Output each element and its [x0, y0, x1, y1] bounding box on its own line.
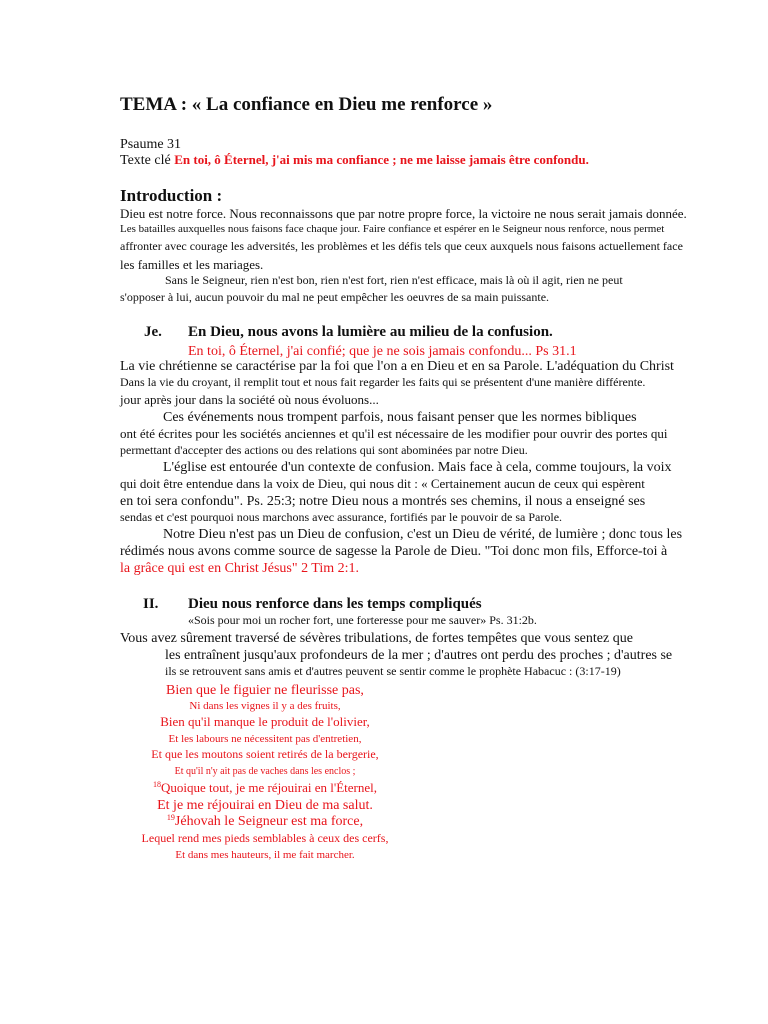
intro-line: Sans le Seigneur, rien n'est bon, rien n'est fort, rien n'est efficace, mais là où il agit, rien ne peut [165, 273, 623, 287]
section-2-heading: Dieu nous renforce dans les temps compliqués [188, 596, 482, 612]
poem-line: Et qu'il n'y ait pas de vaches dans les enclos ; [174, 766, 356, 777]
section-1-line: La vie chrétienne se caractérise par la foi que l'on a en Dieu et en sa Parole. L'adéquation du Christ [120, 359, 674, 374]
section-2-verse: «Sois pour moi un rocher fort, une forteresse pour me sauver» Ps. 31:2b. [188, 613, 537, 627]
intro-line: Dieu est notre force. Nous reconnaissons que par notre propre force, la victoire ne nous serait jamais donnée. [120, 206, 687, 221]
poem-line: Et que les moutons soient retirés de la bergerie, [151, 747, 379, 761]
poem-line [120, 781, 410, 795]
section-1-line: rédimés nous avons comme source de sagesse la Parole de Dieu. "Toi donc mon fils, Efforce-toi à [120, 544, 668, 559]
key-text-label: Texte clé [120, 153, 175, 168]
section-1-line: permettant d'accepter des actions ou des relations qui sont abominées par notre Dieu. [120, 443, 528, 457]
section-1-line: jour après jour dans la société où nous évoluons... [120, 392, 379, 407]
poem-line: Et je me réjouirai en Dieu de ma salut. [157, 798, 373, 813]
poem-line-text: Jéhovah le Seigneur est ma force, [174, 814, 364, 829]
section-2-line: Vous avez sûrement traversé de sévères tribulations, de fortes tempêtes que vous sentez que [120, 631, 633, 646]
section-1-line: Notre Dieu n'est pas un Dieu de confusion, c'est un Dieu de vérité, de lumière ; donc tous les [163, 527, 683, 542]
section-1-line: L'église est entourée d'un contexte de confusion. Mais face à cela, comme toujours, la voix [163, 460, 672, 475]
section-1-line: Dans la vie du croyant, il remplit tout et nous fait regarder les faits qui se présentent d'une manière différente. [120, 375, 646, 389]
section-1-line: la grâce qui est en Christ Jésus" 2 Tim 2:1. [120, 561, 360, 576]
section-1-line: ont été écrites pour les sociétés anciennes et qu'il est nécessaire de les modifier pour ouvrir des portes qui [120, 426, 668, 441]
poem-line: Bien qu'il manque le produit de l'olivier, [160, 714, 370, 729]
section-1-line: qui doit être entendue dans la voix de Dieu, qui nous dit : « Certainement aucun de ceux qui espèrent [120, 476, 645, 491]
poem-line: Bien que le figuier ne fleurisse pas, [166, 683, 364, 698]
section-1-line: Ces événements nous trompent parfois, nous faisant penser que les normes bibliques [163, 410, 637, 425]
poem-line: Et les labours ne nécessitent pas d'entretien, [168, 733, 362, 745]
key-text-line [120, 153, 589, 168]
poem-line: Et dans mes hauteurs, il me fait marcher. [175, 849, 355, 861]
section-2-line: les entraînent jusqu'aux profondeurs de la mer ; d'autres ont perdu des proches ; d'autres se [165, 648, 673, 663]
verse-number: 18 [152, 780, 161, 789]
section-2-line: ils se retrouvent sans amis et d'autres peuvent se sentir comme le prophète Habacuc : (3:17-19) [165, 664, 621, 678]
section-1-verse: En toi, ô Éternel, j'ai confié; que je ne sois jamais confondu... Ps 31.1 [188, 344, 577, 359]
section-1-line: sendas et c'est pourquoi nous marchons avec assurance, fortifiés par le pouvoir de sa Parole. [120, 510, 563, 524]
intro-line: Les batailles auxquelles nous faisons face chaque jour. Faire confiance et espérer en le Seigneur nous renforce, nous permet [120, 223, 665, 235]
section-1-numeral: Je. [144, 324, 162, 340]
intro-line: s'opposer à lui, aucun pouvoir du mal ne peut empêcher les oeuvres de sa main puissante. [120, 290, 550, 304]
poem-line [120, 814, 410, 829]
psalm-reference: Psaume 31 [120, 137, 182, 152]
poem-line: Ni dans les vignes il y a des fruits, [189, 700, 341, 712]
intro-line: les familles et les mariages. [120, 257, 264, 272]
intro-heading: Introduction : [120, 186, 223, 205]
key-text: En toi, ô Éternel, j'ai mis ma confiance ; ne me laisse jamais être confondu. [174, 152, 589, 167]
poem-line-text: Quoique tout, je me réjouirai en l'Éternel, [160, 780, 378, 795]
section-1-heading: En Dieu, nous avons la lumière au milieu de la confusion. [188, 324, 553, 340]
verse-number: 19 [166, 813, 175, 822]
section-2-numeral: II. [143, 596, 159, 612]
section-1-line: en toi sera confondu". Ps. 25:3; notre Dieu nous a montrés ses chemins, il nous a enseigné ses [120, 494, 646, 509]
page-title: TEMA : « La confiance en Dieu me renforce » [120, 94, 493, 115]
intro-line: affronter avec courage les adversités, les problèmes et les défis tels que ceux auxquels nous faisons actuellement face [120, 239, 683, 253]
poem-line: Lequel rend mes pieds semblables à ceux des cerfs, [141, 831, 389, 845]
